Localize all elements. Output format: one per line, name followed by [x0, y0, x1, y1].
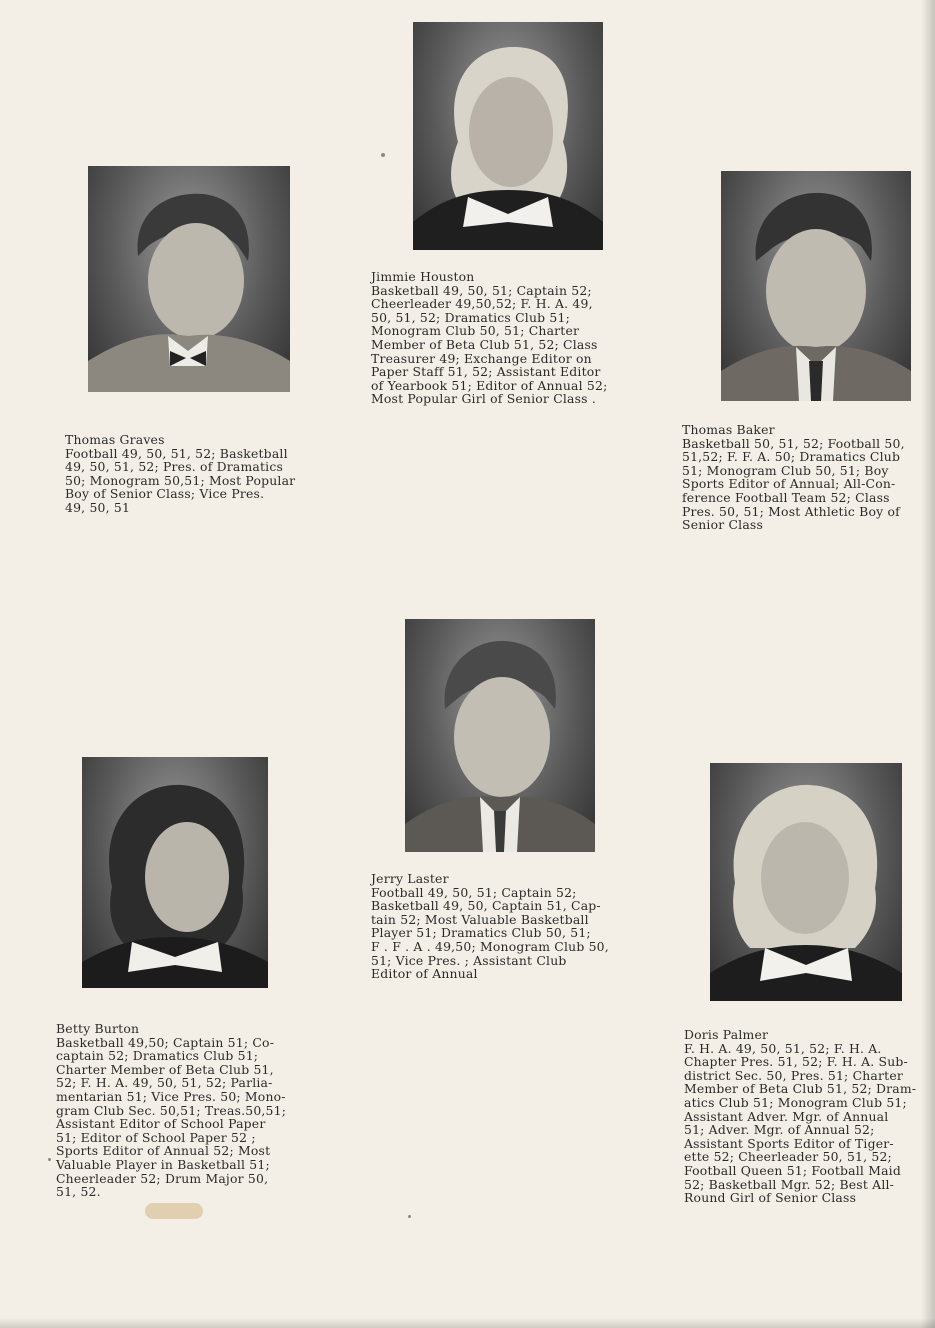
activity-line: Most Popular Girl of Senior Class .: [371, 391, 597, 407]
activity-line: atics Club 51; Monogram Club 51;: [684, 1094, 907, 1110]
activity-line: 52; Basketball Mgr. 52; Best All-: [684, 1176, 895, 1192]
activity-line: 51; Vice Pres. ; Assistant Club: [371, 952, 567, 968]
activity-line: Treasurer 49; Exchange Editor on: [371, 350, 592, 366]
activity-line: 50; Monogram 50,51; Most Popular: [65, 472, 296, 488]
activity-line: mentarian 51; Vice Pres. 50; Mono-: [56, 1088, 286, 1104]
activity-line: Boy of Senior Class; Vice Pres.: [65, 486, 265, 502]
portrait-betty-burton: [82, 757, 268, 988]
activity-line: Senior Class: [682, 517, 764, 533]
caption-jerry-laster: [371, 872, 609, 981]
activity-line: Monogram Club 50, 51; Charter: [371, 323, 580, 339]
activity-line: Member of Beta Club 51, 52; Dram-: [684, 1081, 917, 1097]
activity-line: Round Girl of Senior Class: [684, 1190, 857, 1206]
activity-line: Chapter Pres. 51, 52; F. H. A. Sub-: [684, 1054, 908, 1070]
page-edge-shadow: [0, 1318, 935, 1328]
activity-line: Assistant Adver. Mgr. of Annual: [684, 1108, 889, 1124]
student-name: Jerry Laster: [371, 871, 449, 886]
student-name: Jimmie Houston: [371, 269, 475, 284]
activity-line: 50, 51, 52; Dramatics Club 51;: [371, 309, 570, 325]
activity-line: district Sec. 50, Pres. 51; Charter: [684, 1067, 903, 1083]
activity-line: 51; Editor of School Paper 52 ;: [56, 1129, 256, 1145]
activity-line: Cheerleader 52; Drum Major 50,: [56, 1170, 269, 1186]
activity-line: Football 49, 50, 51; Captain 52;: [371, 884, 577, 900]
portrait-jimmie-houston: [413, 22, 603, 250]
caption-jimmie-houston: [371, 270, 607, 406]
activity-line: Basketball 49,50; Captain 51; Co-: [56, 1034, 275, 1050]
student-name: Thomas Graves: [65, 432, 165, 447]
paper-speck: [408, 1215, 411, 1218]
portrait-doris-palmer: [710, 763, 902, 1001]
activity-line: tain 52; Most Valuable Basketball: [371, 911, 589, 927]
caption-thomas-baker: [682, 423, 905, 532]
portrait-thomas-graves: [88, 166, 290, 392]
activity-line: Pres. 50, 51; Most Athletic Boy of: [682, 503, 900, 519]
activity-line: Basketball 49, 50, Captain 51, Cap-: [371, 898, 601, 914]
activity-line: 52; F. H. A. 49, 50, 51, 52; Parlia-: [56, 1075, 273, 1091]
activity-line: 51; Monogram Club 50, 51; Boy: [682, 462, 889, 478]
activity-line: F . F . A . 49,50; Monogram Club 50,: [371, 938, 609, 954]
activity-line: Member of Beta Club 51, 52; Class: [371, 336, 598, 352]
activity-line: 51,52; F. F. A. 50; Dramatics Club: [682, 449, 901, 465]
portrait-jerry-laster: [405, 619, 595, 852]
activity-line: 51; Adver. Mgr. of Annual 52;: [684, 1122, 875, 1138]
paper-speck: [48, 1158, 51, 1161]
activity-line: ette 52; Cheerleader 50, 51, 52;: [684, 1149, 892, 1165]
caption-betty-burton: [56, 1022, 286, 1199]
activity-line: Player 51; Dramatics Club 50, 51;: [371, 925, 591, 941]
portrait-thomas-baker: [721, 171, 911, 401]
activity-line: Sports Editor of Annual; All-Con-: [682, 476, 896, 492]
activity-line: captain 52; Dramatics Club 51;: [56, 1048, 259, 1064]
activity-line: Assistant Editor of School Paper: [56, 1116, 266, 1132]
paper-stain: [145, 1203, 203, 1219]
activity-line: Editor of Annual: [371, 966, 478, 982]
activity-line: 49, 50, 51: [65, 499, 131, 515]
caption-thomas-graves: [65, 433, 295, 515]
activity-line: F. H. A. 49, 50, 51, 52; F. H. A.: [684, 1040, 882, 1056]
activity-line: Valuable Player in Basketball 51;: [56, 1156, 270, 1172]
activity-line: 49, 50, 51, 52; Pres. of Dramatics: [65, 459, 284, 475]
activity-line: Basketball 50, 51, 52; Football 50,: [682, 435, 905, 451]
activity-line: Paper Staff 51, 52; Assistant Editor: [371, 364, 601, 380]
activity-line: Football Queen 51; Football Maid: [684, 1162, 901, 1178]
activity-line: 51, 52.: [56, 1184, 101, 1200]
paper-speck: [381, 153, 385, 157]
activity-line: Cheerleader 49,50,52; F. H. A. 49,: [371, 296, 593, 312]
student-name: Betty Burton: [56, 1021, 140, 1036]
activity-line: Football 49, 50, 51, 52; Basketball: [65, 445, 288, 461]
activity-line: gram Club Sec. 50,51; Treas.50,51;: [56, 1102, 287, 1118]
activity-line: Charter Member of Beta Club 51,: [56, 1061, 274, 1077]
activity-line: Sports Editor of Annual 52; Most: [56, 1143, 271, 1159]
caption-doris-palmer: [684, 1028, 916, 1205]
binding-shadow: [921, 0, 935, 1328]
activity-line: ference Football Team 52; Class: [682, 489, 890, 505]
student-name: Doris Palmer: [684, 1027, 769, 1042]
activity-line: Assistant Sports Editor of Tiger-: [684, 1135, 894, 1151]
activity-line: Basketball 49, 50, 51; Captain 52;: [371, 282, 592, 298]
student-name: Thomas Baker: [682, 422, 775, 437]
activity-line: of Yearbook 51; Editor of Annual 52;: [371, 377, 608, 393]
